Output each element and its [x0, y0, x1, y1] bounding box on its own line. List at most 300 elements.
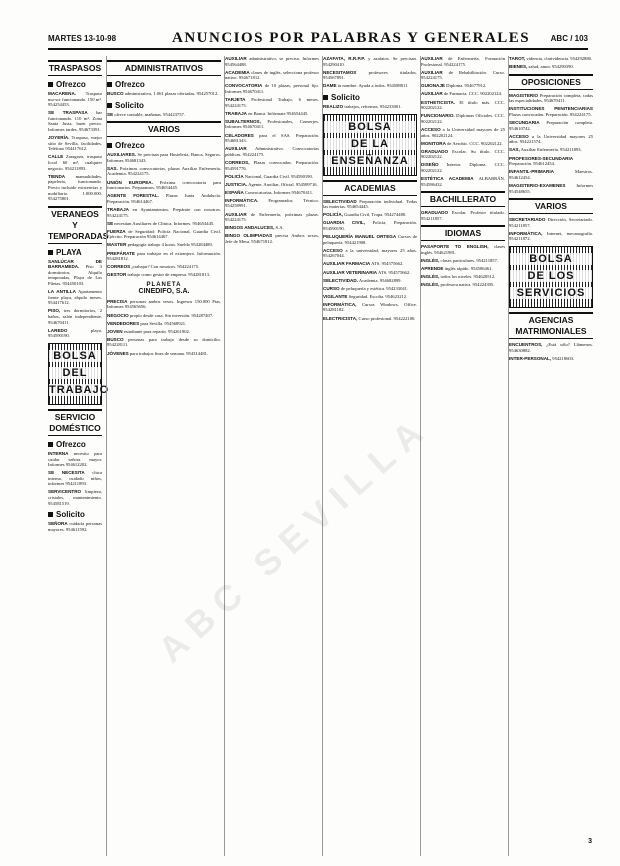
banner-line: BOLSA [510, 253, 592, 265]
ad-text: clases inglés. 954621981. [421, 244, 505, 256]
ad-text: precisa Ambos sexos, Jefe de Mesa. 954671812. [225, 233, 319, 244]
ad-lead: TAROT, [509, 56, 526, 61]
banner-line: ENSEÑANZA [324, 155, 416, 167]
ad-text: pedagogía trabajo 4 horas. Sueldo 954284480. [127, 242, 213, 248]
ad-text: Cursos Windows, Office. 954281182. [323, 301, 417, 313]
ad-text: ¿Está sólo? Llámenos. 954630882. [509, 341, 593, 353]
square-bullet-icon [48, 250, 53, 255]
classified-ad [225, 133, 319, 144]
classified-ad [48, 110, 102, 132]
ad-text: ofrece contable, mañanas. 954423757. [114, 111, 185, 117]
ad-lead: FUERZA [107, 228, 126, 234]
classified-ad [48, 154, 102, 171]
edge-number: 3 [588, 838, 592, 845]
ad-text: administrativa, 1.061 plazas ofertadas. 954257012. [124, 91, 219, 96]
classified-ad [421, 258, 505, 264]
classified-ad [323, 261, 417, 267]
ad-text: Administrativo. Convocatorias públicas. 954224175. [225, 146, 319, 157]
column-1 [48, 56, 110, 856]
ad-lead: SERVICENTRO [48, 489, 82, 495]
section-heading: AGENCIAS MATRIMONIALES [509, 312, 593, 339]
ad-lead: INTER-PERSONAL, [509, 355, 552, 361]
classified-ad [421, 162, 505, 173]
classified-ad [225, 160, 319, 171]
ad-lead: INGLÉS, [421, 282, 440, 288]
banner-line: TRABAJO [49, 383, 110, 396]
classified-ad [48, 328, 102, 339]
ad-lead: CELADORES [225, 132, 254, 138]
ad-text: de Aerobic. CCC. 902202122. [447, 140, 503, 146]
banner-line: DE LA [324, 138, 416, 150]
ad-lead: GESTOR [107, 272, 127, 278]
classified-ad [323, 302, 417, 313]
ad-lead: SAS, [509, 147, 520, 153]
ad-lead: SECRETARIADO [509, 217, 546, 223]
classified-ad [421, 70, 505, 81]
ad-text: Curso profesional. 954222100. [358, 315, 416, 321]
ad-lead: GRADUADO [421, 210, 449, 216]
ad-text: necesitan Auxiliares de Clínica. Informes. 954654445. [114, 220, 215, 226]
ad-text: Academia. 954682899. [358, 277, 402, 283]
ad-lead: INTERNA [48, 450, 69, 456]
ad-lead: BUSCO [107, 91, 124, 96]
square-bullet-icon [107, 143, 112, 148]
column-6 [508, 56, 593, 856]
section-heading: VERANEOS Y TEMPORADAS [48, 206, 102, 244]
section-heading: IDIOMAS [421, 225, 505, 241]
ad-text: Traspaso mo-scr funcionando. 150 m². 954254453. [48, 91, 102, 108]
column-2 [106, 56, 221, 856]
ad-lead: DISEÑO [421, 162, 439, 168]
ad-text: de Farmacia. CCC. 902202124. [443, 91, 503, 97]
section-heading: OPOSICIONES [509, 74, 593, 90]
ad-text: inglés rápido. 954586461. [444, 266, 493, 272]
classified-ad [225, 182, 319, 188]
ad-lead: MONITORA [421, 140, 446, 146]
ad-lead: AUXILIAR [421, 69, 443, 75]
classified-ad [225, 190, 319, 196]
ad-lead: AUXILIAR [421, 56, 443, 61]
ad-lead: POLICÍA [225, 173, 244, 179]
subsection-label: Ofrezco [56, 439, 86, 449]
ad-text: clases de inglés, selecciona profesor nativo. 954671812. [225, 69, 319, 81]
ad-text: Se precisan para Hostelería, Banca, Seguros. Informes 954681343. [107, 152, 221, 163]
classified-ad [107, 329, 221, 335]
classified-ad [48, 521, 102, 532]
ad-lead: SANLÚCAR DE BARRAMEDA. [48, 258, 102, 270]
ad-text: para trabajar en el extranjero. Información. 954281812. [107, 250, 221, 262]
classified-ad [323, 270, 417, 276]
classified-ad [323, 286, 417, 292]
square-bullet-icon [107, 103, 112, 108]
classified-ad [421, 127, 505, 138]
ad-text: Dirección, Secretariado. 954211857. [509, 217, 593, 228]
ad-text: Nacional, Guardia Civil. 954590190. [244, 173, 313, 179]
classified-ad [107, 193, 221, 204]
section-heading: VARIOS [107, 121, 221, 137]
ad-text: manualidades, papelería, funcionando. Precio incluido existencias y mobiliario. 1.000.000. 954275801. [48, 173, 102, 202]
classified-ad [225, 146, 319, 157]
ad-text: trabajo como gestor de empresa. 954281813. [127, 272, 211, 278]
classified-ad [509, 93, 593, 104]
ad-text: de Seguridad: Policía Nacional, Guardia Civil. Ejército. Preparación 954614467. [107, 228, 221, 240]
ad-text: Agente, Auxiliar, Oficial. 954589716. [248, 181, 318, 187]
ad-text: en Banca. Infórmate 954654445. [248, 110, 309, 116]
ad-text: Guardia Civil, Tropa. 954274480. [344, 212, 407, 218]
ad-lead: BUSCO [107, 336, 124, 342]
classified-ad [421, 141, 505, 147]
ad-text: para Sevilla. 954568921. [140, 320, 187, 326]
ad-lead: JUSTICIA. [225, 181, 248, 187]
classified-ad [48, 174, 102, 202]
section-banner [509, 246, 593, 308]
ad-text: Diploma. 954677912. [446, 83, 487, 89]
ad-text: profesora nativa. 954224395. [440, 282, 495, 288]
ad-lead: LAREDO [48, 327, 68, 333]
ad-text: de 10 plazas, personal fijo. Informes 954670411. [225, 83, 319, 94]
ad-lead: CONVOCATORIA [225, 83, 263, 89]
subsection-label: Ofrezco [115, 141, 145, 151]
classified-ad [421, 244, 505, 255]
ad-lead: ESPAÑA [225, 189, 244, 195]
ad-lead: INGLÉS, [421, 258, 440, 264]
classified-ad [421, 266, 505, 272]
ad-text: Convocatorias. Informes 954670411. [244, 189, 314, 195]
banner-line: DE LOS [510, 270, 592, 282]
ad-text: chica interna, cuidado niños, informes 954211893. [48, 470, 102, 487]
classified-ad [225, 56, 319, 67]
ad-lead: PRECISA [107, 298, 128, 304]
classified-ad [48, 135, 102, 152]
ad-text: Profesionales, Conserjes. Informes 954670411. [225, 118, 319, 130]
ad-lead: ESTHETICISTA. [421, 99, 456, 105]
classified-ad [323, 104, 417, 110]
watermark: ABC SEVILLA [150, 405, 438, 671]
ad-text: Preparación completa. 954610742. [509, 120, 593, 131]
ad-text: limpieza, cristales, mantenimiento. 954581519. [48, 489, 102, 506]
classified-ad [421, 176, 505, 187]
classified-ad [107, 112, 221, 118]
classified-ad [225, 70, 319, 81]
ad-lead: AUXILIAR [421, 91, 443, 97]
classified-ad [107, 321, 221, 327]
section-heading: ADMINISTRATIVOS [107, 60, 221, 76]
ad-lead: AZAFATA, R.R.P.P. [323, 56, 365, 61]
section-banner [48, 343, 110, 405]
ad-text: a la universidad, mayores 25 años. 954267044. [323, 247, 417, 259]
ad-text: Auxiliar Enfermería. 954211893. [520, 147, 582, 153]
banner-line: BOLSA [49, 350, 101, 362]
subsection-heading [107, 101, 221, 110]
ad-lead: SECUNDARIA [509, 120, 540, 126]
classified-ad [323, 278, 417, 284]
ad-lead: GUIONAJE [421, 83, 445, 89]
ad-text: administrativo, se precisa. Informes 954564488. [225, 56, 319, 67]
subsection-label: PLAYA [56, 247, 82, 257]
classified-ad [107, 221, 221, 227]
ad-text: para trabajos fines de semana. 954314481. [129, 350, 209, 356]
ad-text: Maestros. 954612454. [509, 169, 593, 180]
classified-ad [421, 100, 505, 111]
classified-ad [323, 316, 417, 322]
ad-lead: INFORMÁTICA, [323, 301, 357, 307]
ad-text: tres dormitorios, 2 baños, salón independiente. 954670411. [48, 308, 102, 325]
classified-ad [48, 470, 102, 487]
ad-lead: SE [107, 111, 114, 117]
advertiser-logo [107, 282, 221, 295]
subsection-label: Ofrezco [56, 80, 86, 89]
classified-ad [421, 210, 505, 221]
classified-ad [107, 313, 221, 319]
page-header [48, 30, 588, 50]
ad-text: y azafatos. Se precisan. 954290410. [323, 56, 417, 67]
ad-text: Escolar. Su título. CCC. 902202122. [421, 148, 505, 160]
ad-text: tu nombre. Ayuda a todos. 954588811. [337, 83, 409, 89]
ad-text: Plazas Junta Andalucía. Preparación. 954614467. [107, 193, 221, 204]
ad-text: cuidaría personas mayores. 954611592. [48, 521, 102, 532]
ad-lead: INFANTIL-PRIMARIA [509, 169, 554, 175]
classified-ad [421, 282, 505, 288]
ad-lead: NECESITAMOS [323, 69, 357, 75]
section-heading: ACADEMIAS [323, 180, 417, 196]
classified-ad [421, 149, 505, 160]
square-bullet-icon [48, 442, 53, 447]
classified-ad [509, 106, 593, 117]
ad-text: ATS. 954575662. [371, 261, 404, 267]
square-bullet-icon [323, 95, 328, 100]
ad-text: Policía, Preparación. 954590190. [323, 220, 417, 231]
ad-lead: MAGISTERIO [509, 92, 539, 98]
ad-text: 954218603. [552, 355, 575, 361]
classified-ad [323, 56, 417, 67]
ad-text: Preparación completa, todas las especialidades. 954670411. [509, 92, 593, 104]
ad-text: de peluquería y estética. 954233041. [340, 285, 409, 291]
ad-lead: AUXILIAR FARMACIA [323, 261, 371, 267]
classified-ad [225, 212, 319, 223]
classified-ad [107, 166, 221, 177]
banner-line: BOLSA [324, 121, 416, 133]
column-5 [420, 56, 505, 856]
classified-ad [509, 64, 593, 70]
ad-lead: GRADUADO [421, 148, 449, 154]
classified-ad [225, 111, 319, 117]
section-heading: VARIOS [509, 198, 593, 214]
subsection-heading [323, 93, 417, 102]
ad-lead: JÓVENES [107, 350, 129, 356]
classified-ad [107, 207, 221, 218]
ad-lead: SEÑORA [48, 521, 68, 527]
ad-text: Apartamento frente playa, alquilo meses. 954417612. [48, 289, 102, 306]
ad-lead: PREPÁRATE [107, 250, 135, 256]
subsection-heading [107, 80, 221, 89]
ad-lead: ACCESO [509, 133, 529, 139]
logo-line: PLANETA [146, 281, 182, 288]
ad-lead: SE NECESITA [48, 470, 85, 476]
classified-ad [323, 234, 417, 245]
classified-ad [48, 91, 102, 108]
classified-ad [323, 248, 417, 259]
classified-ad [107, 337, 221, 348]
ad-lead: CURSO [323, 285, 340, 291]
ad-lead: JOVEN [107, 328, 123, 334]
ad-lead: AUXILIAR VETERINARIA [323, 269, 378, 275]
page-number: ABC / 103 [550, 34, 588, 43]
classified-ad [48, 289, 102, 306]
classified-ad [48, 259, 102, 287]
ad-lead: SE [107, 220, 114, 226]
ad-lead: PISO, [48, 308, 61, 314]
ad-text: en Ayuntamientos. Prepárate con nosotros. 954224175. [107, 206, 221, 218]
ad-lead: PELUQUERÍA MANUEL ORTEGA [323, 234, 397, 240]
ad-lead: TARJETA [225, 97, 246, 103]
square-bullet-icon [107, 82, 112, 87]
ad-lead: ENCUENTROS, [509, 341, 543, 347]
ad-text: Informes 954548655. [509, 182, 593, 194]
subsection-heading [48, 440, 102, 449]
classified-ad [107, 229, 221, 240]
ad-text: Escolar. Profesor titulado. 954211857. [421, 210, 505, 221]
classified-ad [225, 97, 319, 108]
classified-ad [48, 451, 102, 468]
classified-ad [107, 242, 221, 248]
square-bullet-icon [48, 512, 53, 517]
ad-lead: MASTER [107, 242, 127, 248]
ad-lead: AUXILIAR [225, 146, 247, 152]
ad-text: Internet, mecanografía. 954211872. [509, 230, 593, 242]
ad-text: S.A. [275, 225, 284, 231]
ad-lead: LA ANTILLA [48, 289, 76, 295]
banner-line: SERVICIOS [510, 287, 592, 299]
ad-lead: TRABAJA [225, 110, 247, 116]
ad-lead: REALIZO [323, 103, 344, 109]
classified-ad [509, 120, 593, 131]
ad-text: Traspaso, mejor sitio de Sevilla, facilidades. Teléfono 954417612. [48, 135, 102, 152]
ad-text: Diplomas Oficiales. CCC. 902202122. [421, 113, 506, 124]
ad-lead: INFORMÁTICA. [225, 197, 259, 203]
classified-ad [323, 220, 417, 231]
subsection-heading [48, 510, 102, 519]
subsection-heading [48, 80, 102, 89]
classified-ad [323, 294, 417, 300]
ad-lead: VIGILANTE [323, 293, 348, 299]
classified-ad [509, 147, 593, 153]
classified-ad [323, 83, 417, 89]
section-heading: TRASPASOS [48, 60, 102, 76]
ad-lead: CORREOS [107, 264, 131, 270]
classified-ad [107, 152, 221, 163]
ad-lead: TIENDA [48, 173, 66, 179]
ad-text: Cursos de peluquería. 954421908. [323, 234, 417, 245]
ad-lead: ACCESO [323, 247, 343, 253]
subsection-label: Solicito [56, 510, 85, 520]
ad-lead: PASAPORTE TO ENGLISH, [421, 244, 489, 250]
ad-text: a la Universidad mayores de 25 años. 902202124. [421, 126, 505, 138]
ad-text: Próximas convocatorias, plazas Auxiliar Enfermería. Academia. 954224175. [107, 165, 221, 177]
square-bullet-icon [48, 82, 53, 87]
ad-lead: GUARDIA CIVIL, [323, 220, 365, 226]
ad-lead: BINGOS ANDALUCES, [225, 225, 275, 231]
ad-text: personas para trabajo desde su domicilio. 954228111. [107, 336, 221, 348]
ad-lead: BIENES, [509, 64, 528, 70]
ad-lead: APRENDE [421, 266, 444, 272]
ad-lead: MAGISTERIO-EXAMENES [509, 182, 566, 188]
page-title: ANUNCIOS POR PALABRAS Y GENERALES [172, 30, 531, 46]
section-banner [323, 114, 417, 176]
ad-lead: SUBALTERNOS, [225, 118, 261, 124]
classified-ad [509, 231, 593, 242]
ad-lead: ACADEMIA [225, 69, 250, 75]
classified-ad [107, 180, 221, 191]
ad-lead: CALLE [48, 154, 64, 160]
classified-ad [107, 91, 221, 97]
ad-text: Piso 3 dormitorios. Alquilo temporadas. Playa de Las Piletas. 954450103. [48, 264, 102, 287]
ad-lead: INFORMÁTICA, [509, 230, 543, 236]
classified-ad [48, 489, 102, 506]
subsection-heading [107, 141, 221, 150]
ad-lead: ACCESO [421, 126, 441, 132]
ad-text: Programador, Técnico. 954258991. [225, 197, 319, 209]
ad-text: propio desde casa. Sin inversión. 954287407. [129, 312, 214, 318]
ad-text: videncia, clarividencia. 954292880. [526, 56, 593, 61]
ad-text: de Enfermería, próximas plazas. 954224175. [225, 211, 319, 223]
ad-text: trabajos, reformas. 954233001. [344, 103, 402, 109]
ad-lead: SE TRASPASA [48, 110, 88, 116]
ad-text: bar funcionando. 110 m². Zona Santa Justa, buen precio. Informes tardes. 954673391. [48, 110, 102, 133]
classified-ad [421, 274, 505, 280]
subsection-heading [48, 248, 102, 257]
ad-lead: SELECTIVIDAD [323, 198, 357, 204]
classified-ad [323, 199, 417, 210]
section-heading: SERVICIO DOMÉSTICO [48, 409, 102, 436]
ad-lead: INSTITUCIONES PENITENCIARIAS [509, 106, 593, 112]
classified-ad [421, 91, 505, 97]
classified-ad [323, 212, 417, 218]
ad-lead: ESTÉTICA ACADEMIA [421, 176, 474, 182]
classified-ad [421, 56, 505, 67]
ad-lead: AUXILIAR [225, 211, 247, 217]
ad-lead: UNIÓN EUROPEA. [107, 179, 153, 185]
subsection-label: Solicito [115, 100, 144, 110]
ad-text: El título más. CCC. 902202122. [421, 99, 505, 111]
classified-ad [225, 174, 319, 180]
ad-lead: AUXILIARES. [107, 152, 137, 158]
classified-ad [323, 70, 417, 81]
ad-text: Seguridad. Escolta. 954623212. [348, 293, 408, 299]
ad-lead: ELECTRICISTA, [323, 315, 358, 321]
classified-ad [107, 272, 221, 278]
ad-text: Plazas convocadas. Preparación. 954224175. [509, 111, 592, 117]
ad-text: Próxima convocatoria para funcionarios. Preparamos. 954654445. [107, 179, 221, 191]
classified-ad [509, 134, 593, 145]
classified-ad [509, 169, 593, 180]
classified-ad [509, 356, 593, 362]
ad-lead: JOYERÍA. [48, 135, 70, 141]
classified-ad [225, 225, 319, 231]
ad-text: estudiante para repartir. 954261902. [123, 328, 190, 334]
classified-ad [48, 308, 102, 325]
ad-text: Preparación individual. Todas las materias. 954654445. [323, 198, 417, 210]
ad-lead: PROFESORES-SECUNDARIA [509, 155, 574, 161]
column-3 [224, 56, 319, 856]
classified-ad [509, 342, 593, 353]
ad-text: ATS. 954575662. [378, 269, 411, 275]
ad-text: a la Universidad mayores 25 años. 954221574. [509, 133, 593, 145]
ad-lead: VENDEDORES [107, 320, 140, 326]
classified-ad [225, 198, 319, 209]
logo-line: CINEDIFO, S.A. [138, 287, 190, 295]
ad-lead: AGENTE FORESTAL. [107, 193, 159, 199]
subsection-label: Ofrezco [115, 80, 145, 89]
